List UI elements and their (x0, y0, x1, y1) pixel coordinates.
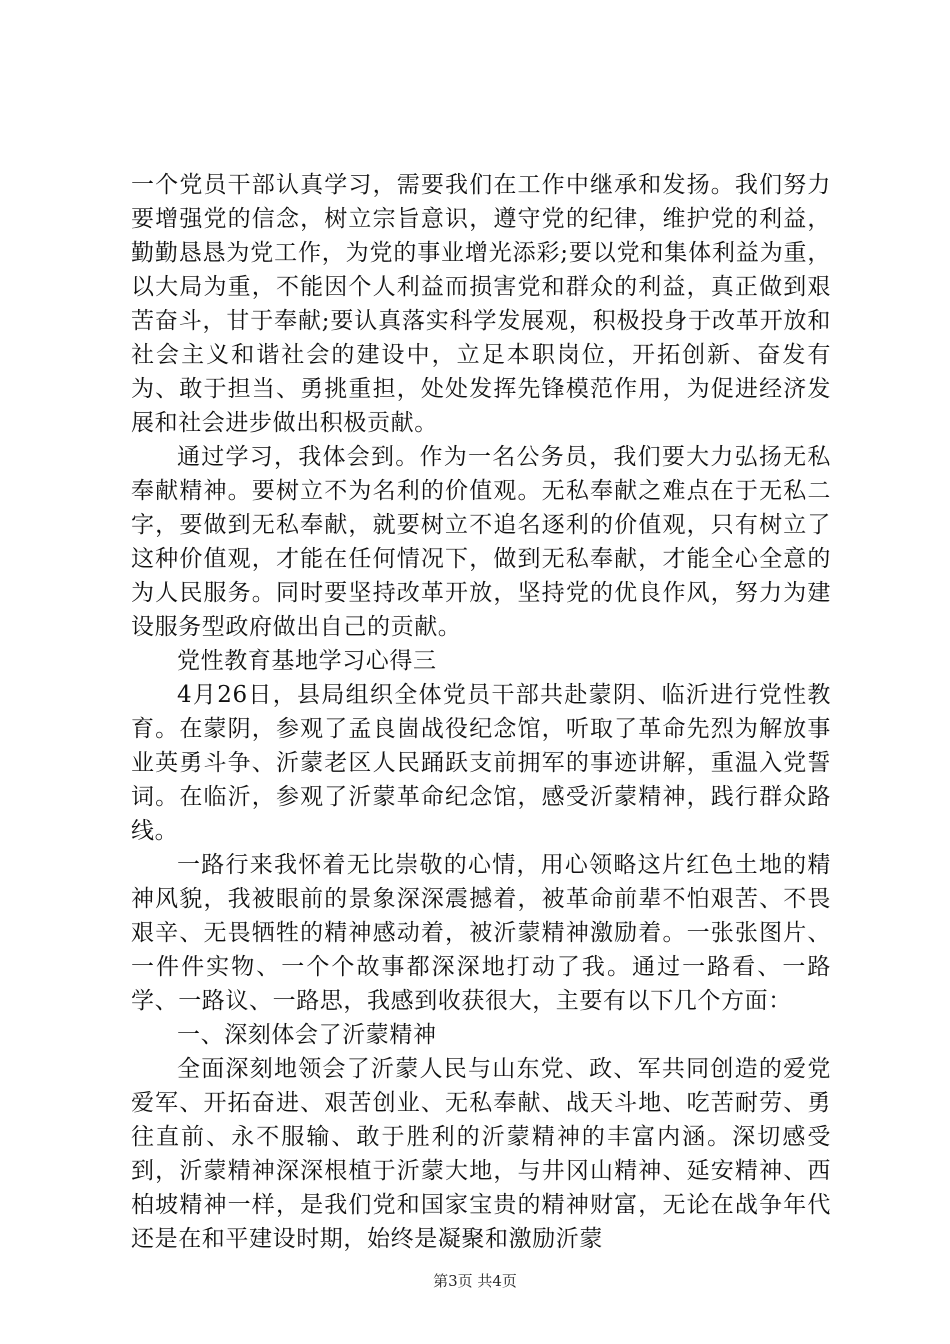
paragraph-yimeng-spirit: 全面深刻地领会了沂蒙人民与山东党、政、军共同创造的爱党爱军、开拓奋进、艰苦创业、无私奉献、战天斗地、吃苦耐劳、勇往直前、永不服输、敢于胜利的沂蒙精神的丰富内涵。深切感受到，沂蒙精神深深根植于沂蒙大地，与井冈山精神、延安精神、西柏坡精神一样，是我们党和国家宝贵的精神财富，无论在战争年代还是在和平建设时期，始终是凝聚和激励沂蒙 (131, 1056, 831, 1252)
paragraph-impressions: 一路行来我怀着无比崇敬的心情，用心领略这片红色土地的精神风貌，我被眼前的景象深深震撼着，被革命前辈不怕艰苦、不畏艰辛、无畏牺牲的精神感动着，被沂蒙精神激励着。一张张图片、一件件实物、一个个故事都深深地打动了我。通过一路看、一路学、一路议、一路思，我感到收获很大，主要有以下几个方面： (131, 852, 831, 1014)
section-heading: 党性教育基地学习心得三 (177, 648, 437, 674)
page-number-footer: 第3页 共4页 (433, 1272, 517, 1290)
paragraph-continuation: 一个党员干部认真学习，需要我们在工作中继承和发扬。我们努力要增强党的信念，树立宗旨意识，遵守党的纪律，维护党的利益，勤勤恳恳为党工作，为党的事业增光添彩;要以党和集体利益为重，以大局为重，不能因个人利益而损害党和群众的利益，真正做到艰苦奋斗，甘于奉献;要认真落实科学发展观，积极投身于改革开放和社会主义和谐社会的建设中，立足本职岗位，开拓创新、奋发有为、敢于担当、勇挑重担，处处发挥先锋模范作用，为促进经济发展和社会进步做出积极贡献。 (131, 172, 831, 436)
document-body (131, 168, 831, 1256)
subsection-heading: 一、深刻体会了沂蒙精神 (177, 1022, 437, 1048)
paragraph-visit-account: 4月26日，县局组织全体党员干部共赴蒙阴、临沂进行党性教育。在蒙阴，参观了孟良崮战役纪念馆，听取了革命先烈为解放事业英勇斗争、沂蒙老区人民踊跃支前拥军的事迹讲解，重温入党誓词。在临沂，参观了沂蒙革命纪念馆，感受沂蒙精神，践行群众路线。 (131, 682, 831, 844)
paragraph-study-reflection: 通过学习，我体会到。作为一名公务员，我们要大力弘扬无私奉献精神。要树立不为名利的价值观。无私奉献之难点在于无私二字，要做到无私奉献，就要树立不追名逐利的价值观，只有树立了这种价值观，才能在任何情况下，做到无私奉献，才能全心全意的为人民服务。同时要坚持改革开放，坚持党的优良作风，努力为建设服务型政府做出自己的贡献。 (131, 444, 831, 640)
